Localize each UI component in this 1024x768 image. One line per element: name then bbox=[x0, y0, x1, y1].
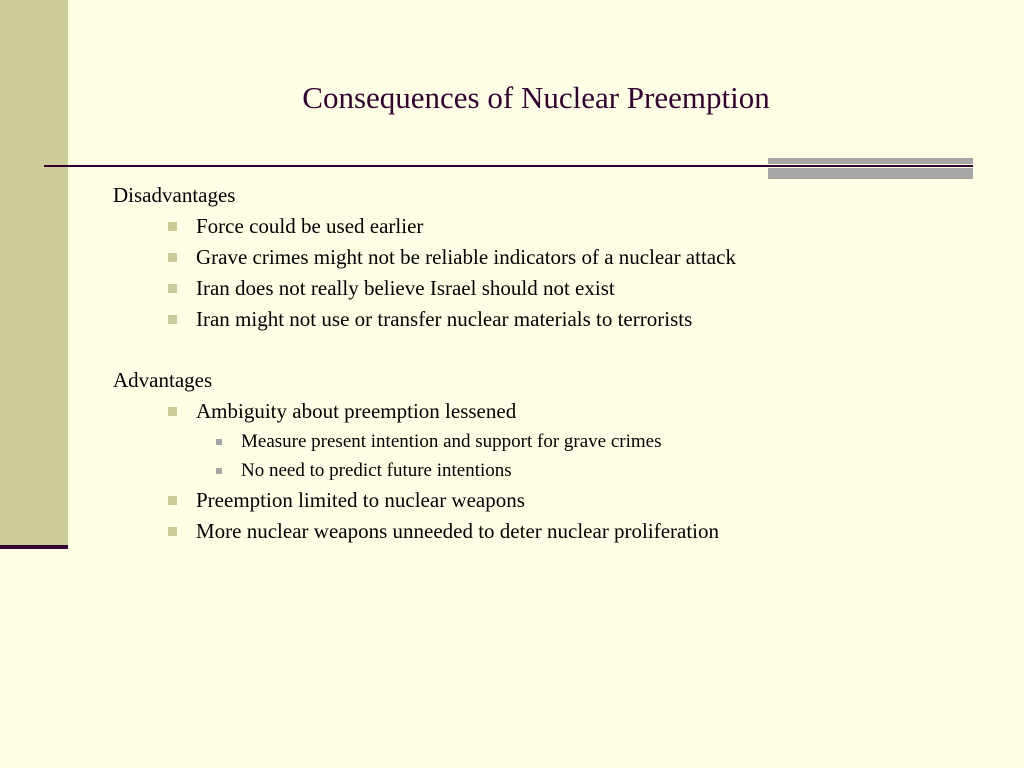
list-item bbox=[113, 396, 993, 485]
sub-list-item-text: No need to predict future intentions bbox=[241, 460, 512, 481]
disadvantages-list bbox=[113, 211, 993, 335]
square-bullet-icon bbox=[168, 222, 177, 231]
list-item-text: Iran does not really believe Israel should not exist bbox=[196, 276, 615, 300]
advantages-list bbox=[113, 396, 993, 547]
slide-body bbox=[113, 180, 993, 547]
list-item bbox=[113, 516, 993, 547]
sub-list-item bbox=[113, 427, 993, 456]
sub-list bbox=[196, 427, 993, 485]
square-bullet-icon bbox=[168, 407, 177, 416]
list-item-text: Iran might not use or transfer nuclear materials to terrorists bbox=[196, 307, 693, 331]
left-decorative-bar bbox=[0, 0, 68, 545]
list-item bbox=[113, 211, 993, 242]
section-heading-advantages: Advantages bbox=[113, 368, 213, 392]
slide-title: Consequences of Nuclear Preemption bbox=[302, 80, 770, 115]
list-item-text: Ambiguity about preemption lessened bbox=[196, 399, 517, 423]
list-item-text: Force could be used earlier bbox=[196, 214, 424, 238]
small-square-bullet-icon bbox=[216, 468, 222, 474]
list-item bbox=[113, 273, 993, 304]
section-heading-disadvantages: Disadvantages bbox=[113, 183, 236, 207]
list-item-text: More nuclear weapons unneeded to deter nuclear proliferation bbox=[196, 519, 720, 543]
title-accent-block bbox=[768, 158, 973, 179]
list-item-text: Preemption limited to nuclear weapons bbox=[196, 488, 525, 512]
list-item-text: Grave crimes might not be reliable indicators of a nuclear attack bbox=[196, 245, 736, 269]
list-item bbox=[113, 304, 993, 335]
sub-list-item bbox=[113, 456, 993, 485]
sub-list-item-text: Measure present intention and support for grave crimes bbox=[241, 431, 662, 452]
square-bullet-icon bbox=[168, 496, 177, 505]
list-item bbox=[113, 485, 993, 516]
square-bullet-icon bbox=[168, 253, 177, 262]
square-bullet-icon bbox=[168, 527, 177, 536]
title-rule bbox=[44, 165, 973, 167]
square-bullet-icon bbox=[168, 315, 177, 324]
left-bar-underline bbox=[0, 545, 68, 549]
small-square-bullet-icon bbox=[216, 439, 222, 445]
square-bullet-icon bbox=[168, 284, 177, 293]
section-spacer bbox=[113, 335, 993, 365]
list-item bbox=[113, 242, 993, 273]
